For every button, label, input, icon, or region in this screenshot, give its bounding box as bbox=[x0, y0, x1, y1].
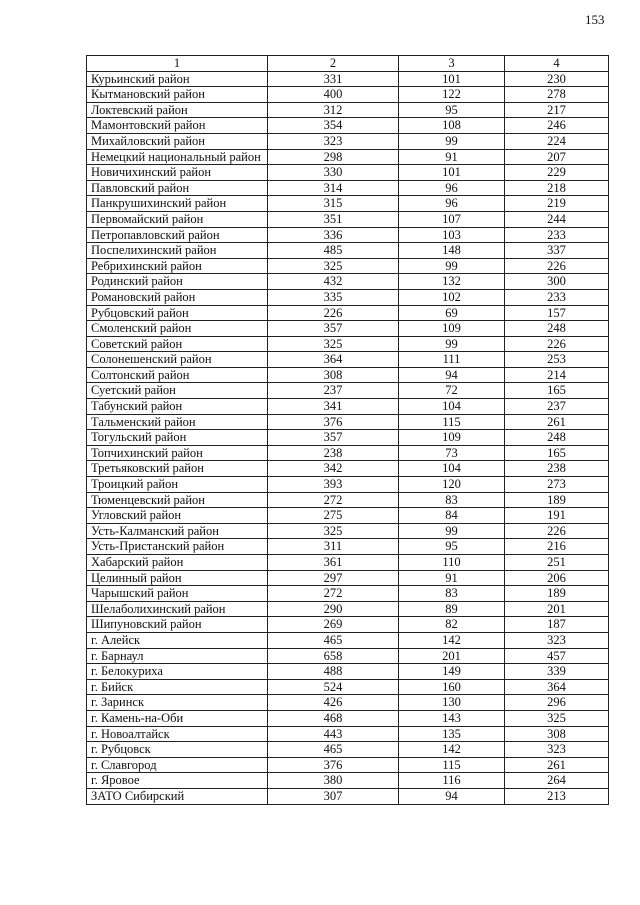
value-cell-col-2: 298 bbox=[268, 149, 399, 165]
table-row bbox=[87, 367, 609, 383]
value-cell-col-2: 351 bbox=[268, 211, 399, 227]
value-cell-col-4: 273 bbox=[505, 477, 609, 493]
value-cell-col-2: 325 bbox=[268, 523, 399, 539]
table-row bbox=[87, 102, 609, 118]
territory-name-cell: г. Рубцовск bbox=[87, 742, 268, 758]
value-cell-col-2: 269 bbox=[268, 617, 399, 633]
value-cell-col-4: 237 bbox=[505, 399, 609, 415]
value-cell-col-3: 149 bbox=[399, 664, 505, 680]
value-cell-col-4: 296 bbox=[505, 695, 609, 711]
territory-name-cell: Табунский район bbox=[87, 399, 268, 415]
table-row bbox=[87, 180, 609, 196]
table-row bbox=[87, 617, 609, 633]
value-cell-col-4: 226 bbox=[505, 336, 609, 352]
territory-name-cell: ЗАТО Сибирский bbox=[87, 788, 268, 804]
value-cell-col-3: 91 bbox=[399, 149, 505, 165]
value-cell-col-2: 308 bbox=[268, 367, 399, 383]
territory-name-cell: Солонешенский район bbox=[87, 352, 268, 368]
table-body bbox=[87, 71, 609, 804]
value-cell-col-2: 272 bbox=[268, 586, 399, 602]
value-cell-col-4: 217 bbox=[505, 102, 609, 118]
value-cell-col-3: 101 bbox=[399, 71, 505, 87]
territory-name-cell: Первомайский район bbox=[87, 211, 268, 227]
value-cell-col-2: 314 bbox=[268, 180, 399, 196]
value-cell-col-3: 102 bbox=[399, 289, 505, 305]
value-cell-col-4: 206 bbox=[505, 570, 609, 586]
page-number: 153 bbox=[585, 12, 605, 27]
value-cell-col-2: 323 bbox=[268, 133, 399, 149]
table-row bbox=[87, 414, 609, 430]
value-cell-col-4: 253 bbox=[505, 352, 609, 368]
value-cell-col-3: 104 bbox=[399, 399, 505, 415]
value-cell-col-3: 99 bbox=[399, 258, 505, 274]
value-cell-col-2: 376 bbox=[268, 414, 399, 430]
table-row bbox=[87, 196, 609, 212]
value-cell-col-3: 148 bbox=[399, 243, 505, 259]
territory-name-cell: Павловский район bbox=[87, 180, 268, 196]
value-cell-col-4: 189 bbox=[505, 492, 609, 508]
territory-name-cell: Троицкий район bbox=[87, 477, 268, 493]
territory-name-cell: г. Камень-на-Оби bbox=[87, 710, 268, 726]
value-cell-col-3: 135 bbox=[399, 726, 505, 742]
value-cell-col-2: 290 bbox=[268, 601, 399, 617]
territory-name-cell: г. Бийск bbox=[87, 679, 268, 695]
value-cell-col-4: 224 bbox=[505, 133, 609, 149]
value-cell-col-3: 96 bbox=[399, 196, 505, 212]
table-row bbox=[87, 165, 609, 181]
table-header-row bbox=[87, 56, 609, 72]
table-row bbox=[87, 336, 609, 352]
value-cell-col-2: 380 bbox=[268, 773, 399, 789]
territory-name-cell: Петропавловский район bbox=[87, 227, 268, 243]
value-cell-col-4: 251 bbox=[505, 555, 609, 571]
table-row bbox=[87, 539, 609, 555]
territory-name-cell: Романовский район bbox=[87, 289, 268, 305]
table-row bbox=[87, 289, 609, 305]
table-row bbox=[87, 305, 609, 321]
value-cell-col-3: 109 bbox=[399, 430, 505, 446]
value-cell-col-3: 143 bbox=[399, 710, 505, 726]
value-cell-col-2: 311 bbox=[268, 539, 399, 555]
table-row bbox=[87, 555, 609, 571]
territory-name-cell: Шипуновский район bbox=[87, 617, 268, 633]
value-cell-col-4: 339 bbox=[505, 664, 609, 680]
table-row bbox=[87, 258, 609, 274]
value-cell-col-2: 432 bbox=[268, 274, 399, 290]
table-row bbox=[87, 430, 609, 446]
value-cell-col-4: 226 bbox=[505, 258, 609, 274]
territory-name-cell: Целинный район bbox=[87, 570, 268, 586]
value-cell-col-3: 109 bbox=[399, 321, 505, 337]
value-cell-col-4: 337 bbox=[505, 243, 609, 259]
value-cell-col-3: 99 bbox=[399, 133, 505, 149]
value-cell-col-3: 115 bbox=[399, 757, 505, 773]
table-row bbox=[87, 321, 609, 337]
value-cell-col-4: 261 bbox=[505, 757, 609, 773]
value-cell-col-3: 142 bbox=[399, 742, 505, 758]
value-cell-col-2: 312 bbox=[268, 102, 399, 118]
value-cell-col-2: 361 bbox=[268, 555, 399, 571]
territory-name-cell: Немецкий национальный район bbox=[87, 149, 268, 165]
value-cell-col-3: 95 bbox=[399, 102, 505, 118]
value-cell-col-2: 325 bbox=[268, 258, 399, 274]
territory-name-cell: г. Новоалтайск bbox=[87, 726, 268, 742]
territory-name-cell: г. Барнаул bbox=[87, 648, 268, 664]
territory-name-cell: г. Белокуриха bbox=[87, 664, 268, 680]
value-cell-col-3: 108 bbox=[399, 118, 505, 134]
value-cell-col-3: 83 bbox=[399, 492, 505, 508]
territory-name-cell: г. Яровое bbox=[87, 773, 268, 789]
table-row bbox=[87, 227, 609, 243]
value-cell-col-4: 248 bbox=[505, 430, 609, 446]
value-cell-col-4: 233 bbox=[505, 227, 609, 243]
value-cell-col-2: 331 bbox=[268, 71, 399, 87]
value-cell-col-3: 94 bbox=[399, 367, 505, 383]
table-row bbox=[87, 383, 609, 399]
territory-name-cell: г. Славгород bbox=[87, 757, 268, 773]
table-row bbox=[87, 352, 609, 368]
value-cell-col-4: 214 bbox=[505, 367, 609, 383]
value-cell-col-4: 261 bbox=[505, 414, 609, 430]
table-row bbox=[87, 632, 609, 648]
table-row bbox=[87, 726, 609, 742]
territory-name-cell: г. Алейск bbox=[87, 632, 268, 648]
table-row bbox=[87, 274, 609, 290]
territory-name-cell: Мамонтовский район bbox=[87, 118, 268, 134]
value-cell-col-4: 230 bbox=[505, 71, 609, 87]
value-cell-col-4: 219 bbox=[505, 196, 609, 212]
value-cell-col-3: 160 bbox=[399, 679, 505, 695]
value-cell-col-4: 300 bbox=[505, 274, 609, 290]
value-cell-col-3: 84 bbox=[399, 508, 505, 524]
value-cell-col-4: 191 bbox=[505, 508, 609, 524]
value-cell-col-4: 213 bbox=[505, 788, 609, 804]
value-cell-col-2: 658 bbox=[268, 648, 399, 664]
value-cell-col-4: 165 bbox=[505, 383, 609, 399]
value-cell-col-4: 308 bbox=[505, 726, 609, 742]
territory-name-cell: Топчихинский район bbox=[87, 445, 268, 461]
territory-name-cell: Ребрихинский район bbox=[87, 258, 268, 274]
territory-name-cell: Локтевский район bbox=[87, 102, 268, 118]
territory-name-cell: Родинский район bbox=[87, 274, 268, 290]
column-header-1: 1 bbox=[87, 56, 268, 72]
value-cell-col-4: 165 bbox=[505, 445, 609, 461]
value-cell-col-4: 207 bbox=[505, 149, 609, 165]
column-header-4: 4 bbox=[505, 56, 609, 72]
value-cell-col-2: 376 bbox=[268, 757, 399, 773]
value-cell-col-3: 89 bbox=[399, 601, 505, 617]
territory-name-cell: Угловский район bbox=[87, 508, 268, 524]
value-cell-col-4: 233 bbox=[505, 289, 609, 305]
value-cell-col-2: 307 bbox=[268, 788, 399, 804]
territory-name-cell: Кытмановский район bbox=[87, 87, 268, 103]
value-cell-col-2: 325 bbox=[268, 336, 399, 352]
territory-name-cell: Тюменцевский район bbox=[87, 492, 268, 508]
value-cell-col-4: 226 bbox=[505, 523, 609, 539]
value-cell-col-3: 103 bbox=[399, 227, 505, 243]
value-cell-col-3: 69 bbox=[399, 305, 505, 321]
value-cell-col-3: 142 bbox=[399, 632, 505, 648]
table-row bbox=[87, 570, 609, 586]
value-cell-col-3: 99 bbox=[399, 523, 505, 539]
value-cell-col-2: 335 bbox=[268, 289, 399, 305]
table-row bbox=[87, 601, 609, 617]
value-cell-col-2: 238 bbox=[268, 445, 399, 461]
value-cell-col-2: 468 bbox=[268, 710, 399, 726]
table-row bbox=[87, 742, 609, 758]
territory-name-cell: Рубцовский район bbox=[87, 305, 268, 321]
value-cell-col-4: 216 bbox=[505, 539, 609, 555]
territory-name-cell: Тальменский район bbox=[87, 414, 268, 430]
column-header-2: 2 bbox=[268, 56, 399, 72]
value-cell-col-2: 342 bbox=[268, 461, 399, 477]
value-cell-col-4: 248 bbox=[505, 321, 609, 337]
value-cell-col-2: 465 bbox=[268, 632, 399, 648]
value-cell-col-4: 157 bbox=[505, 305, 609, 321]
value-cell-col-3: 96 bbox=[399, 180, 505, 196]
value-cell-col-3: 91 bbox=[399, 570, 505, 586]
table-row bbox=[87, 679, 609, 695]
territory-name-cell: Михайловский район bbox=[87, 133, 268, 149]
value-cell-col-2: 357 bbox=[268, 430, 399, 446]
value-cell-col-3: 95 bbox=[399, 539, 505, 555]
table-row bbox=[87, 664, 609, 680]
territory-name-cell: Советский район bbox=[87, 336, 268, 352]
value-cell-col-3: 110 bbox=[399, 555, 505, 571]
value-cell-col-3: 107 bbox=[399, 211, 505, 227]
value-cell-col-2: 426 bbox=[268, 695, 399, 711]
table-row bbox=[87, 523, 609, 539]
territory-name-cell: Новичихинский район bbox=[87, 165, 268, 181]
table-row bbox=[87, 461, 609, 477]
value-cell-col-2: 400 bbox=[268, 87, 399, 103]
value-cell-col-3: 120 bbox=[399, 477, 505, 493]
value-cell-col-2: 330 bbox=[268, 165, 399, 181]
value-cell-col-4: 323 bbox=[505, 742, 609, 758]
table-row bbox=[87, 133, 609, 149]
data-table bbox=[86, 55, 609, 805]
value-cell-col-2: 275 bbox=[268, 508, 399, 524]
table-row bbox=[87, 773, 609, 789]
territory-name-cell: Смоленский район bbox=[87, 321, 268, 337]
territory-name-cell: Курьинский район bbox=[87, 71, 268, 87]
value-cell-col-4: 323 bbox=[505, 632, 609, 648]
value-cell-col-2: 443 bbox=[268, 726, 399, 742]
table-row bbox=[87, 477, 609, 493]
value-cell-col-4: 189 bbox=[505, 586, 609, 602]
table-row bbox=[87, 149, 609, 165]
value-cell-col-3: 101 bbox=[399, 165, 505, 181]
value-cell-col-3: 83 bbox=[399, 586, 505, 602]
value-cell-col-2: 237 bbox=[268, 383, 399, 399]
value-cell-col-4: 187 bbox=[505, 617, 609, 633]
value-cell-col-4: 246 bbox=[505, 118, 609, 134]
value-cell-col-2: 315 bbox=[268, 196, 399, 212]
column-header-3: 3 bbox=[399, 56, 505, 72]
value-cell-col-3: 115 bbox=[399, 414, 505, 430]
table-row bbox=[87, 243, 609, 259]
table-row bbox=[87, 508, 609, 524]
value-cell-col-4: 264 bbox=[505, 773, 609, 789]
value-cell-col-3: 116 bbox=[399, 773, 505, 789]
value-cell-col-2: 357 bbox=[268, 321, 399, 337]
territory-name-cell: Солтонский район bbox=[87, 367, 268, 383]
value-cell-col-4: 238 bbox=[505, 461, 609, 477]
value-cell-col-3: 122 bbox=[399, 87, 505, 103]
value-cell-col-2: 485 bbox=[268, 243, 399, 259]
value-cell-col-4: 364 bbox=[505, 679, 609, 695]
value-cell-col-3: 201 bbox=[399, 648, 505, 664]
value-cell-col-2: 465 bbox=[268, 742, 399, 758]
table-row bbox=[87, 586, 609, 602]
value-cell-col-4: 218 bbox=[505, 180, 609, 196]
value-cell-col-2: 393 bbox=[268, 477, 399, 493]
value-cell-col-3: 130 bbox=[399, 695, 505, 711]
value-cell-col-3: 104 bbox=[399, 461, 505, 477]
value-cell-col-4: 244 bbox=[505, 211, 609, 227]
territory-name-cell: Панкрушихинский район bbox=[87, 196, 268, 212]
value-cell-col-2: 364 bbox=[268, 352, 399, 368]
table-row bbox=[87, 757, 609, 773]
value-cell-col-4: 201 bbox=[505, 601, 609, 617]
territory-name-cell: Поспелихинский район bbox=[87, 243, 268, 259]
value-cell-col-3: 94 bbox=[399, 788, 505, 804]
value-cell-col-3: 132 bbox=[399, 274, 505, 290]
territory-name-cell: Третьяковский район bbox=[87, 461, 268, 477]
value-cell-col-4: 278 bbox=[505, 87, 609, 103]
table-row bbox=[87, 710, 609, 726]
territory-name-cell: Усть-Калманский район bbox=[87, 523, 268, 539]
table-row bbox=[87, 788, 609, 804]
territory-name-cell: Тогульский район bbox=[87, 430, 268, 446]
territory-name-cell: Чарышский район bbox=[87, 586, 268, 602]
value-cell-col-2: 297 bbox=[268, 570, 399, 586]
table-row bbox=[87, 71, 609, 87]
value-cell-col-3: 73 bbox=[399, 445, 505, 461]
territory-name-cell: Усть-Пристанский район bbox=[87, 539, 268, 555]
table-row bbox=[87, 648, 609, 664]
value-cell-col-2: 341 bbox=[268, 399, 399, 415]
value-cell-col-3: 82 bbox=[399, 617, 505, 633]
value-cell-col-3: 72 bbox=[399, 383, 505, 399]
value-cell-col-2: 354 bbox=[268, 118, 399, 134]
territory-name-cell: Суетский район bbox=[87, 383, 268, 399]
value-cell-col-2: 272 bbox=[268, 492, 399, 508]
table-row bbox=[87, 492, 609, 508]
value-cell-col-4: 457 bbox=[505, 648, 609, 664]
value-cell-col-2: 336 bbox=[268, 227, 399, 243]
territory-name-cell: г. Заринск bbox=[87, 695, 268, 711]
table-row bbox=[87, 118, 609, 134]
territory-name-cell: Хабарский район bbox=[87, 555, 268, 571]
value-cell-col-4: 325 bbox=[505, 710, 609, 726]
territory-name-cell: Шелаболихинский район bbox=[87, 601, 268, 617]
value-cell-col-2: 226 bbox=[268, 305, 399, 321]
value-cell-col-3: 99 bbox=[399, 336, 505, 352]
value-cell-col-2: 488 bbox=[268, 664, 399, 680]
value-cell-col-2: 524 bbox=[268, 679, 399, 695]
value-cell-col-4: 229 bbox=[505, 165, 609, 181]
table-row bbox=[87, 399, 609, 415]
table-row bbox=[87, 211, 609, 227]
table-row bbox=[87, 695, 609, 711]
table-row bbox=[87, 445, 609, 461]
table-row bbox=[87, 87, 609, 103]
value-cell-col-3: 111 bbox=[399, 352, 505, 368]
